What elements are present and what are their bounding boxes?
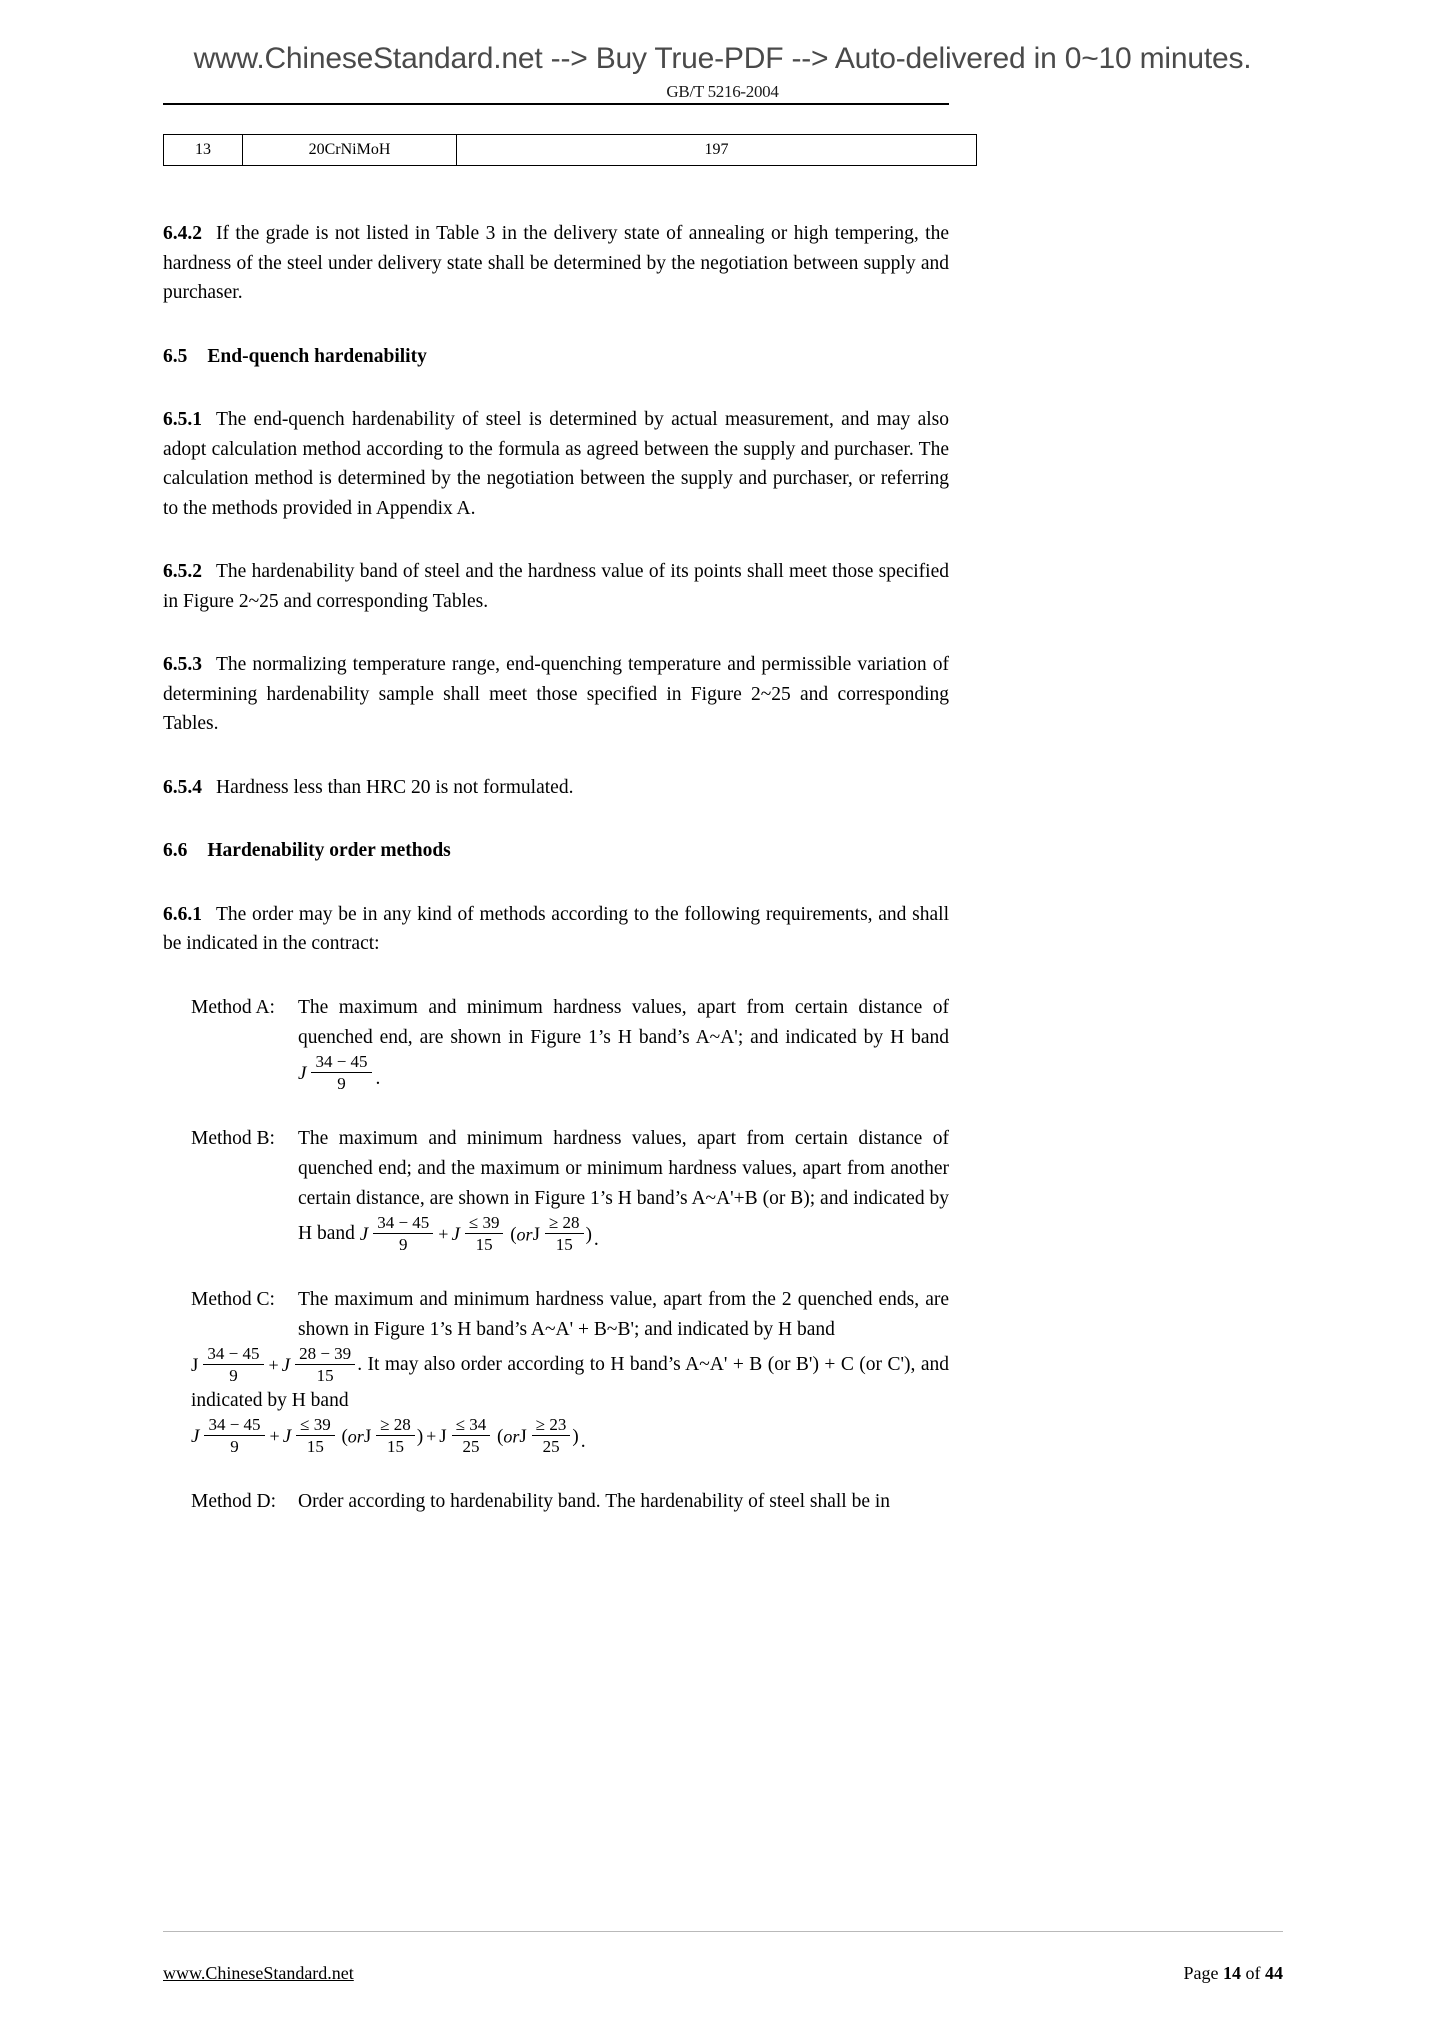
formula-denominator: 15 [387,1436,405,1456]
formula-numerator: ≤ 39 [465,1213,504,1234]
formula-denominator: 15 [316,1365,334,1385]
formula-operator: + [268,1355,279,1375]
formula-denominator: 9 [230,1436,239,1456]
formula-denominator: 9 [337,1073,346,1093]
method-c-block [163,1285,949,1457]
formula-operator: + [426,1426,437,1446]
formula-j-symbol: J [363,1425,372,1447]
formula-fraction [452,1415,491,1456]
method-a-period: . [375,1067,381,1089]
method-d-block [163,1487,949,1517]
formula-j-symbol: J [298,1062,307,1084]
method-c-label: Method C: [191,1288,275,1310]
method-a-block [163,993,949,1094]
section-text-6-5-2: The hardenability band of steel and the hardness value of its points shall meet those specified in Figure 2~25 and corresponding Tables. [163,561,949,612]
method-b-text: The maximum and minimum hardness values, apart from certain distance of quenched end; and the maximum or minimum hardness values, apart from another certain distance, are shown in Figure 1’s H band’s A~A'+B (or B); and indicated by H band [298,1127,949,1244]
formula-numerator: ≥ 28 [376,1415,415,1436]
page-middle: of [1241,1963,1265,1983]
method-c-formula-line-2 [191,1416,949,1457]
heading-number-6-5: 6.5 [163,345,188,367]
heading-title-6-6: Hardenability order methods [207,840,451,861]
method-d-body: Order according to hardenability band. The hardenability of steel shall be in [298,1490,891,1512]
formula-operator: + [438,1224,449,1244]
method-b-formula [360,1214,592,1255]
section-text-6-6-1: The order may be in any kind of methods according to the following requirements, and shall be indicated in the contract: [163,903,949,954]
formula-fraction [203,1344,263,1385]
paragraph-6-5-3 [163,650,949,739]
formula-j-symbol: J [191,1354,199,1376]
heading-title-6-5: End-quench hardenability [207,345,427,367]
method-c-period: . [580,1430,586,1452]
method-c-text: The maximum and minimum hardness value, apart from the 2 quenched ends, are shown in Figure 1’s H band’s A~A' + B~B'; and indicated by H band [298,1288,949,1340]
formula-denominator: 25 [542,1436,560,1456]
formula-denominator: 9 [398,1234,408,1254]
section-text-6-5-1: The end-quench hardenability of steel is determined by actual measurement, and may also adopt calculation method according to the formula as agreed between the supply and purchaser. The calculation method is determined by the negotiation between the supply and purchaser, or referring to the methods provided in Appendix A. [163,409,949,519]
method-d-label: Method D: [191,1490,277,1512]
standard-number: GB/T 5216-2004 [666,82,779,101]
method-c-formula-2 [191,1416,579,1457]
formula-fraction [311,1052,371,1093]
formula-numerator: ≥ 28 [545,1213,584,1234]
formula-denominator: 15 [475,1234,493,1254]
section-number-6-4-2: 6.4.2 [163,223,202,244]
method-c-formula-1 [191,1345,357,1386]
formula-j-symbol: J [451,1223,460,1245]
formula-j-symbol: J [519,1425,527,1447]
method-b-label: Method B: [191,1127,275,1149]
formula-fraction [532,1415,571,1456]
formula-numerator: 28 − 39 [295,1344,355,1365]
formula-fraction [296,1415,335,1456]
method-b-period: . [593,1228,599,1250]
formula-open-paren: ( [336,1425,348,1447]
section-text-6-5-3: The normalizing temperature range, end-quenching temperature and permissible variation of determining hardenability sample shall meet those specified in Figure 2~25 and corresponding Tables. [163,654,949,734]
formula-fraction [295,1344,355,1385]
section-number-6-6-1: 6.6.1 [163,903,202,925]
formula-fraction [373,1213,433,1254]
header-divider [163,103,949,105]
method-c-formula-line-1 [191,1345,949,1416]
paragraph-6-4-2 [163,219,949,308]
table-row [164,135,977,166]
method-a-text: The maximum and minimum hardness values, apart from certain distance of quenched end, are shown in Figure 1’s H band’s A~A'; and indicated by H band [298,996,949,1048]
formula-close-paren: ) [572,1425,579,1447]
formula-operator: + [269,1426,280,1446]
document-content [163,185,949,1517]
formula-fraction [545,1213,584,1254]
formula-open-paren: ( [505,1223,517,1245]
formula-denominator: 15 [555,1234,573,1254]
page-current: 14 [1223,1963,1241,1983]
promo-watermark: www.ChineseStandard.net --> Buy True-PDF --> Auto-delivered in 0~10 minutes. [193,42,1252,75]
page-indicator [1184,1963,1284,1984]
paragraph-6-5-1 [163,405,949,523]
formula-numerator: 34 − 45 [203,1344,263,1365]
formula-numerator: 34 − 45 [204,1415,264,1436]
formula-j-symbol: J [281,1354,291,1376]
formula-close-paren: ) [585,1223,592,1245]
paragraph-6-5-2 [163,557,949,616]
formula-j-symbol: J [282,1425,292,1447]
formula-j-symbol: J [359,1223,369,1245]
method-b-body [298,1124,949,1255]
cell-row-number: 13 [164,135,243,166]
formula-denominator: 25 [462,1436,480,1456]
page-footer [163,1963,1283,1984]
heading-6-5 [163,342,949,372]
method-a-label: Method A: [191,996,275,1018]
formula-or-text: or [503,1426,520,1446]
method-a-formula [298,1053,374,1094]
formula-numerator: 34 − 45 [311,1052,371,1073]
method-c-middle-text: . It may also order according to H band’s A~A' + B (or B') + C (or C'), and indicated by H band [191,1353,949,1411]
formula-or-text: or [516,1224,533,1244]
section-number-6-5-1: 6.5.1 [163,409,202,430]
formula-close-paren: ) [416,1425,424,1447]
hardness-table [163,134,977,166]
formula-j-symbol: J [191,1425,200,1447]
section-text-6-4-2: If the grade is not listed in Table 3 in the delivery state of annealing or high tempering, the hardness of the steel under delivery state shall be determined by the negotiation between supply and purchaser. [163,223,949,303]
section-number-6-5-3: 6.5.3 [163,654,202,675]
footer-divider [163,1931,1283,1932]
method-c-body [298,1285,949,1345]
formula-j-symbol: J [532,1223,540,1245]
footer-website-link[interactable]: www.ChineseStandard.net [163,1963,354,1983]
formula-open-paren: ( [492,1425,504,1447]
page-total: 44 [1265,1963,1283,1983]
heading-6-6 [163,836,949,866]
formula-denominator: 9 [229,1365,238,1385]
section-text-6-5-4: Hardness less than HRC 20 is not formulated. [216,776,574,798]
cell-steel-grade: 20CrNiMoH [243,135,457,166]
method-b-block [163,1124,949,1255]
formula-numerator: 34 − 45 [373,1213,433,1234]
formula-denominator: 15 [306,1436,324,1456]
formula-fraction [465,1213,504,1254]
section-number-6-5-2: 6.5.2 [163,561,202,582]
cell-hardness-value: 197 [457,135,977,166]
heading-number-6-6: 6.6 [163,840,188,861]
formula-fraction [204,1415,264,1456]
formula-j-symbol: J [439,1425,447,1447]
method-a-body [298,993,949,1094]
formula-or-text: or [347,1426,364,1446]
paragraph-6-5-4 [163,773,949,803]
page-prefix: Page [1183,1963,1223,1983]
paragraph-6-6-1 [163,900,949,959]
formula-numerator: ≤ 39 [296,1415,335,1436]
formula-numerator: ≥ 23 [532,1415,571,1436]
formula-fraction [376,1415,415,1456]
section-number-6-5-4: 6.5.4 [163,776,202,798]
formula-numerator: ≤ 34 [452,1415,491,1436]
